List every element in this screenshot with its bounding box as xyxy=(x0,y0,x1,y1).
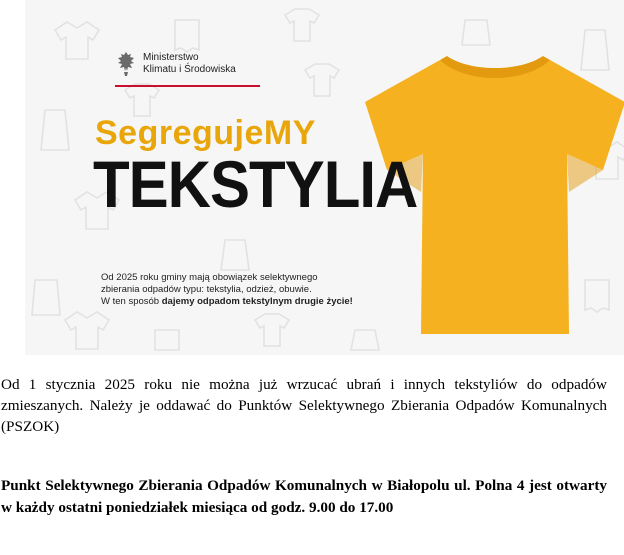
eagle-emblem-icon xyxy=(115,50,137,78)
banner-info-line2: zbierania odpadów typu: tekstylia, odzież, obuwie. xyxy=(101,284,312,295)
ministry-logo xyxy=(115,50,236,78)
ministry-name-line1: Ministerstwo xyxy=(143,52,199,63)
banner-info-line3-prefix: W ten sposób xyxy=(101,296,162,307)
ministry-name-line2: Klimatu i Środowiska xyxy=(143,64,236,75)
banner-info-line3 xyxy=(101,296,421,308)
banner-info-text xyxy=(101,272,421,308)
campaign-title: TEKSTYLIA xyxy=(93,147,418,222)
pszok-hours-paragraph: Punkt Selektywnego Zbierania Odpadów Komunalnych w Białopolu ul. Polna 4 jest otwarty w każdy ostatni poniedziałek miesiąca od godz. 9.00 do 17.00 xyxy=(1,477,607,516)
banner-info-line3-bold: dajemy odpadom tekstylnym drugie życie! xyxy=(161,296,353,307)
ministry-underline xyxy=(115,85,260,87)
banner-info-line1: Od 2025 roku gminy mają obowiązek selektywnego xyxy=(101,272,318,283)
info-paragraph: Od 1 stycznia 2025 roku nie można już wrzucać ubrań i innych tekstyliów do odpadów zmieszanych. Należy je oddawać do Punktów Selektywnego Zbierania Odpadów Komunalnych (PSZOK) xyxy=(1,376,607,435)
campaign-banner xyxy=(25,0,624,355)
campaign-headline: SegregujeMY xyxy=(95,114,316,152)
